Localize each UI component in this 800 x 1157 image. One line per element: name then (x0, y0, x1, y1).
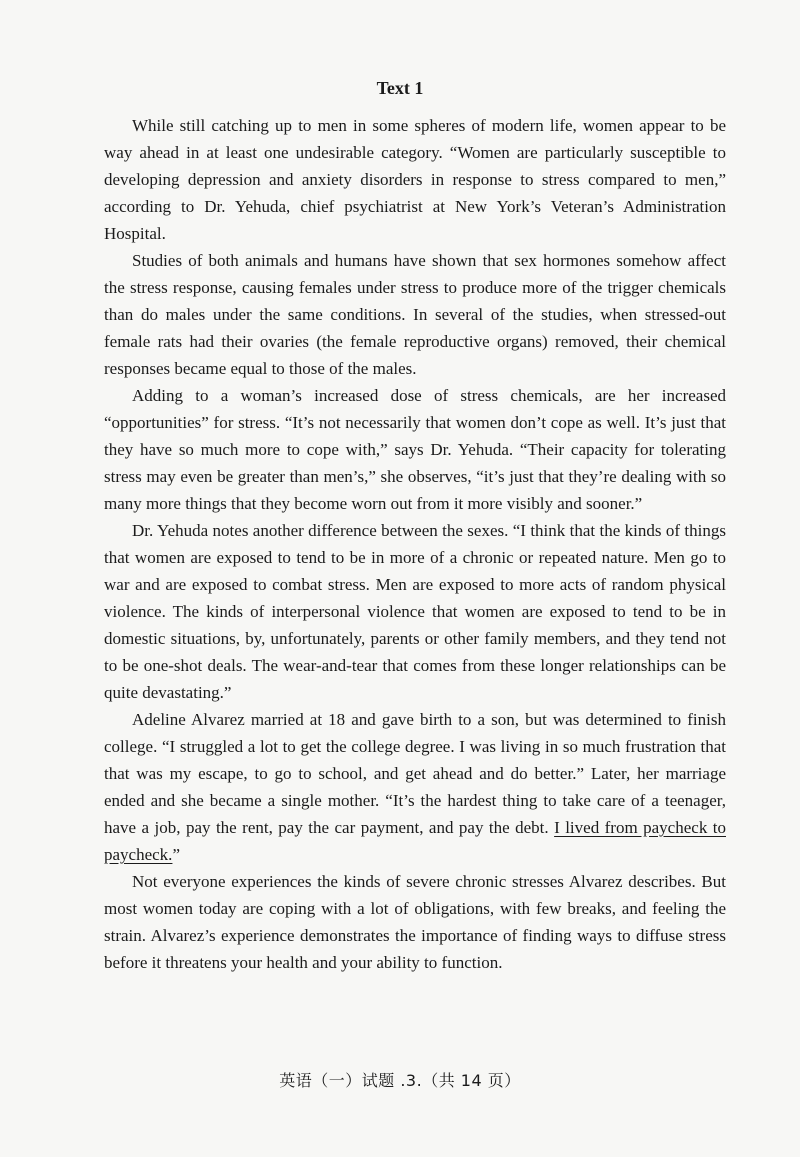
underlined-phrase: I lived from paycheck to paycheck. (104, 818, 726, 864)
text-title: Text 1 (376, 78, 424, 98)
paragraph-5-closing-quote: ” (172, 845, 180, 864)
paragraph-2: Studies of both animals and humans have shown that sex hormones somehow affect the stress response, causing females under stress to produce more of the trigger chemicals than do males under the same conditions. In several of the studies, when stressed-out female rats had their ovaries (the female reproductive organs) removed, their chemical responses became equal to those of the males. (104, 251, 726, 378)
page-footer: 英语（一）试题 .3.（共 14 页） (279, 1071, 521, 1090)
passage (104, 112, 726, 976)
paragraph-6: Not everyone experiences the kinds of severe chronic stresses Alvarez describes. But most women today are coping with a lot of obligations, with few breaks, and feeling the strain. Alvarez’s experience demonstrates the importance of finding ways to diffuse stress before it threatens your health and your ability to function. (104, 872, 726, 972)
paragraph-3: Adding to a woman’s increased dose of stress chemicals, are her increased “opportunities” for stress. “It’s not necessarily that women don’t cope as well. It’s just that they have so much more to cope with,” says Dr. Yehuda. “Their capacity for tolerating stress may even be greater than men’s,” she observes, “it’s just that they’re dealing with so many more things that they become worn out from it more visibly and sooner.” (104, 386, 726, 513)
paragraph-5-text: Adeline Alvarez married at 18 and gave birth to a son, but was determined to finish college. “I struggled a lot to get the college degree. I was living in so much frustration that that was my escape, to go to school, and get ahead and do better.” Later, her marriage ended and she became a single mother. “It’s the hardest thing to take care of a teenager, have a job, pay the rent, pay the car payment, and pay the debt. (104, 710, 726, 837)
paragraph-4: Dr. Yehuda notes another difference between the sexes. “I think that the kinds of things that women are exposed to tend to be in more of a chronic or repeated nature. Men go to war and are exposed to combat stress. Men are exposed to more acts of random physical violence. The kinds of interpersonal violence that women are exposed to tend to be in domestic situations, by, unfortunately, parents or other family members, and they tend not to be one-shot deals. The wear-and-tear that comes from these longer relationships can be quite devastating.” (104, 521, 726, 702)
paragraph-1: While still catching up to men in some spheres of modern life, women appear to be way ahead in at least one undesirable category. “Women are particularly susceptible to developing depression and anxiety disorders in response to stress compared to men,” according to Dr. Yehuda, chief psychiatrist at New York’s Veteran’s Administration Hospital. (104, 116, 726, 243)
paragraph-5 (104, 706, 726, 868)
